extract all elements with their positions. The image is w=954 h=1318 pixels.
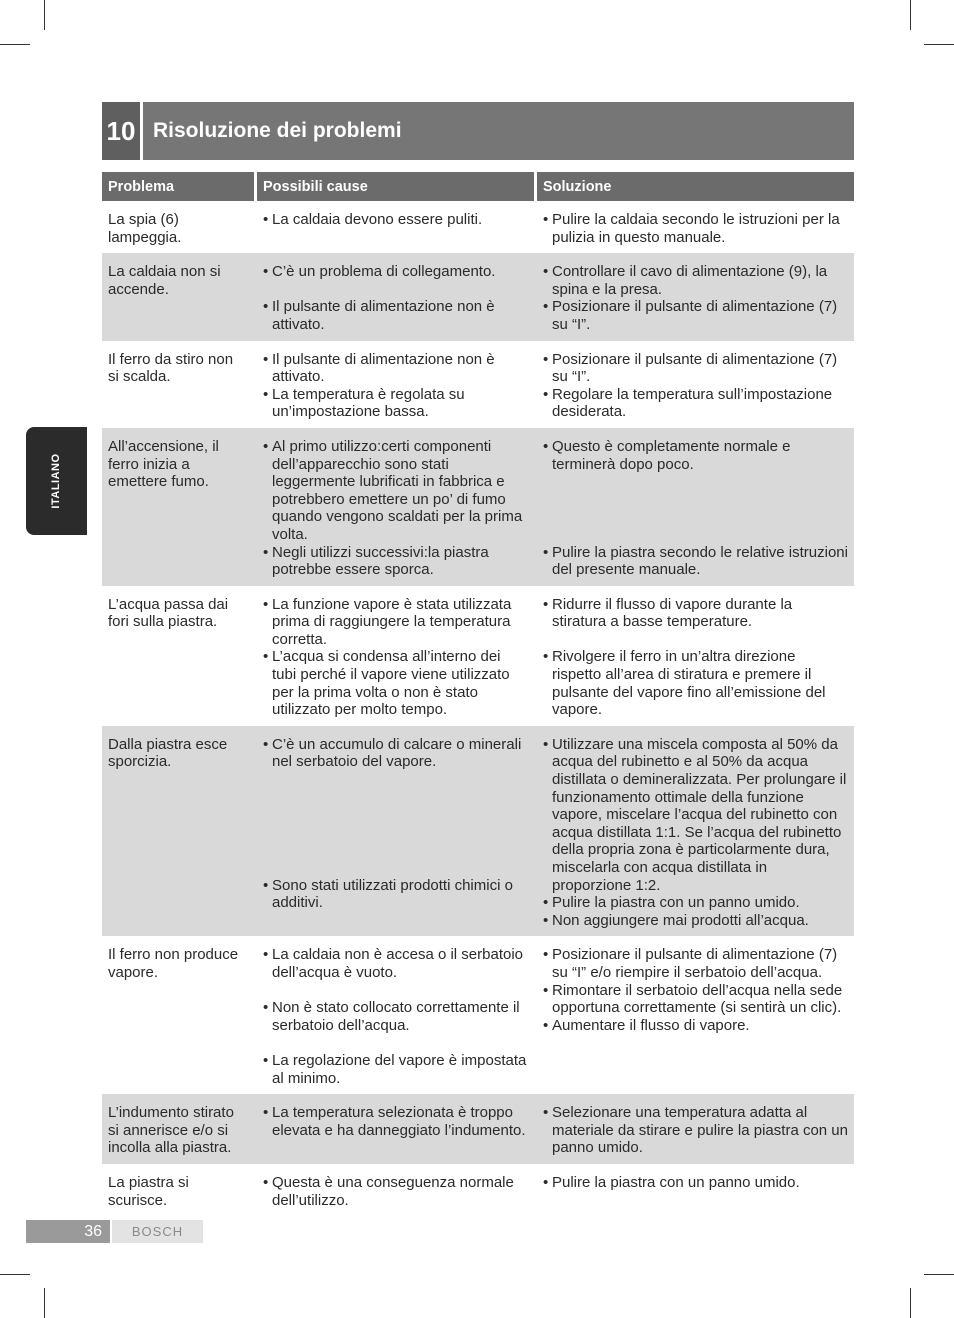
solution-item: • Posizionare il pulsante di alimentazione (7) su “I” e/o riempire il serbatoio dell’acqua. [543, 946, 848, 981]
solution-item: • Regolare la temperatura sull’impostazione desiderata. [543, 386, 848, 421]
solution-cell [534, 428, 854, 586]
solution-item: • Utilizzare una miscela composta al 50% da acqua del rubinetto e al 50% da acqua distillata o demineralizzata. Per prolungare il funzionamento ottimale della funzione vapore, miscelare l’acqua del rubinetto con acqua distillata 1:1. Se l’acqua del rubinetto della propria zona è particolarmente dura, miscelarla con acqua distillata in proporzione 1:2. [543, 736, 848, 894]
problem-cell: L’acqua passa dai fori sulla piastra. [108, 595, 229, 631]
language-tab [26, 427, 87, 535]
table-row [102, 201, 854, 253]
problem-cell: La caldaia non si accende. [102, 253, 254, 340]
cause-item: • La temperatura selezionata è troppo elevata e ha danneggiato l’indumento. [263, 1104, 528, 1139]
solution-item: • Ridurre il flusso di vapore durante la stiratura a basse temperature. [543, 596, 848, 631]
solution-item: • Pulire la caldaia secondo le istruzioni per la pulizia in questo manuale. [543, 211, 848, 246]
crop-mark [910, 0, 911, 30]
problem-cell: L’indumento stirato si annerisce e/o si incolla alla piastra. [102, 1094, 254, 1164]
solution-item: • Non aggiungere mai prodotti all’acqua. [543, 912, 848, 930]
crop-mark [44, 0, 45, 30]
cause-item: • La temperatura è regolata su un’impostazione bassa. [263, 386, 528, 421]
solution-cell [534, 586, 854, 726]
solution-cell [534, 1094, 854, 1164]
cause-item: • C’è un accumulo di calcare o minerali nel serbatoio del vapore. [263, 736, 528, 771]
table-row [102, 253, 854, 340]
causes-cell [254, 1164, 534, 1216]
cause-item: • L’acqua si condensa all’interno dei tubi perché il vapore viene utilizzato per la prima volta o non è stato utilizzato per molto tempo. [263, 648, 528, 718]
table-header-row [102, 172, 854, 201]
language-label: ITALIANO [50, 453, 62, 509]
crop-mark [910, 1288, 911, 1318]
column-header-causes: Possibili cause [254, 172, 534, 201]
section-number: 10 [102, 102, 140, 160]
solution-cell [534, 201, 854, 253]
solution-item: • Aumentare il flusso di vapore. [543, 1017, 848, 1035]
column-header-solution: Soluzione [534, 172, 854, 201]
problem-cell: Il ferro non produce vapore. [108, 946, 239, 981]
solution-cell [534, 253, 854, 340]
page-number: 36 [26, 1220, 110, 1243]
solution-item: • Rimontare il serbatoio dell’acqua nella sede opportuna correttamente (si sentirà un clic). [543, 982, 848, 1017]
causes-cell [254, 1094, 534, 1164]
problem-cell: La spia (6) lampeggia. [108, 211, 182, 246]
solution-item: • Pulire la piastra con un panno umido. [543, 1174, 848, 1192]
causes-cell [254, 586, 534, 726]
problem-cell: Il ferro da stiro non si scalda. [108, 350, 234, 386]
column-header-problem: Problema [102, 172, 254, 201]
problem-cell: La piastra si scurisce. [108, 1173, 189, 1209]
cause-item: • Negli utilizzi successivi:la piastra potrebbe essere sporca. [263, 544, 528, 579]
section-title: Risoluzione dei problemi [153, 119, 402, 142]
cause-item: • Al primo utilizzo:certi componenti dell’apparecchio sono stati leggermente lubrificati in fabbrica e potrebbero emettere un po’ di fumo quando vengono scaldati per la prima volta. [263, 438, 528, 544]
problem-cell: Dalla piastra esce sporcizia. [102, 726, 254, 937]
solution-cell [534, 936, 854, 1094]
crop-mark [0, 44, 30, 45]
causes-cell [254, 201, 534, 253]
troubleshooting-table [102, 172, 854, 1216]
causes-cell [254, 936, 534, 1094]
cause-item: • La caldaia devono essere puliti. [263, 211, 528, 229]
solution-item: • Pulire la piastra con un panno umido. [543, 894, 848, 912]
crop-mark [924, 44, 954, 45]
cause-item: • Questa è una conseguenza normale dell’utilizzo. [263, 1174, 528, 1209]
solution-item: • Posizionare il pulsante di alimentazione (7) su “I”. [543, 351, 848, 386]
solution-item: • Pulire la piastra secondo le relative istruzioni del presente manuale. [543, 544, 848, 579]
solution-cell [534, 341, 854, 428]
cause-item: • Il pulsante di alimentazione non è attivato. [263, 298, 528, 333]
solution-item: • Posizionare il pulsante di alimentazione (7) su “I”. [543, 298, 848, 333]
solution-item: • Questo è completamente normale e terminerà dopo poco. [543, 438, 848, 473]
cause-item: • Il pulsante di alimentazione non è attivato. [263, 351, 528, 386]
header-divider [140, 102, 143, 160]
crop-mark [44, 1288, 45, 1318]
cause-item: • La funzione vapore è stata utilizzata prima di raggiungere la temperatura corretta. [263, 596, 528, 649]
causes-cell [254, 428, 534, 586]
table-row [102, 726, 854, 937]
cause-item: • Non è stato collocato correttamente il serbatoio dell’acqua. [263, 999, 528, 1034]
cause-item: • La regolazione del vapore è impostata al minimo. [263, 1052, 528, 1087]
solution-item: • Selezionare una temperatura adatta al materiale da stirare e pulire la piastra con un panno umido. [543, 1104, 848, 1157]
solution-item: • Controllare il cavo di alimentazione (9), la spina e la presa. [543, 263, 848, 298]
table-row [102, 1164, 854, 1216]
cause-item: • La caldaia non è accesa o il serbatoio dell’acqua è vuoto. [263, 946, 528, 981]
table-row [102, 586, 854, 726]
crop-mark [0, 1274, 30, 1275]
solution-item: • Rivolgere il ferro in un’altra direzione rispetto all’area di stiratura e premere il pulsante del vapore fino all’emissione del vapore. [543, 648, 848, 718]
causes-cell [254, 341, 534, 428]
crop-mark [924, 1274, 954, 1275]
causes-cell [254, 726, 534, 937]
solution-cell [534, 726, 854, 937]
causes-cell [254, 253, 534, 340]
table-row [102, 1094, 854, 1164]
table-row [102, 936, 854, 1094]
table-row [102, 341, 854, 428]
brand-label: BOSCH [112, 1220, 203, 1243]
problem-cell: All’accensione, il ferro inizia a emettere fumo. [102, 428, 254, 586]
cause-item: • C’è un problema di collegamento. [263, 263, 528, 281]
solution-cell [534, 1164, 854, 1216]
section-header [102, 102, 854, 160]
table-row [102, 428, 854, 586]
cause-item: • Sono stati utilizzati prodotti chimici o additivi. [263, 877, 528, 912]
